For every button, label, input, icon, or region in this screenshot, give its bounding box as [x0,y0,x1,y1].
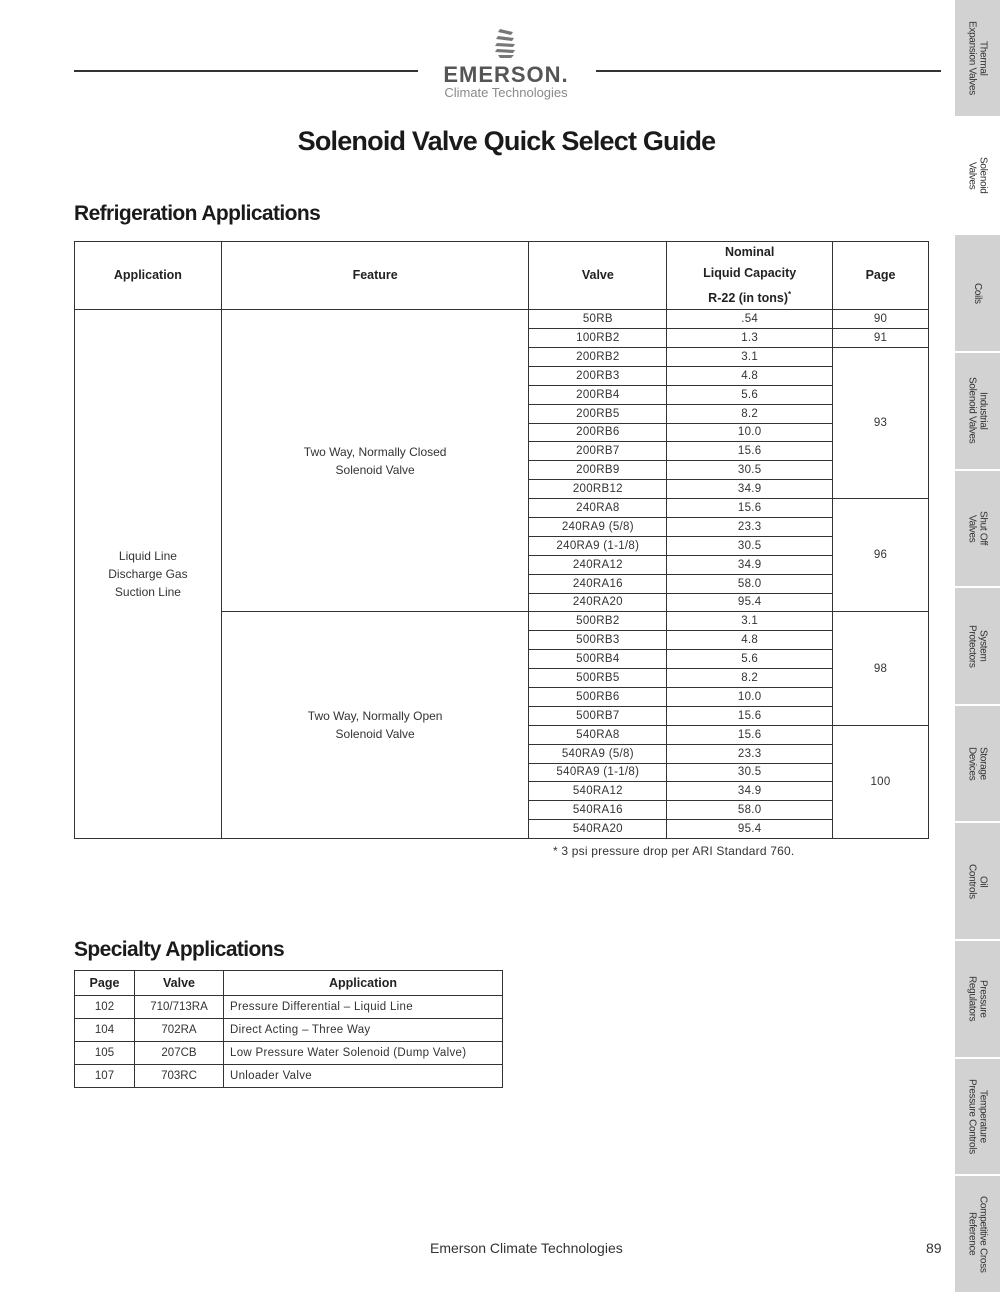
section-tab[interactable] [955,1059,1000,1177]
capacity-cell: 23.3 [667,744,833,763]
page-number: 89 [926,1240,942,1256]
valve-cell: 240RA9 (5/8) [529,517,667,536]
footnote: * 3 psi pressure drop per ARI Standard 760. [553,844,795,858]
footer-company: Emerson Climate Technologies [430,1240,623,1256]
valve-cell: 200RB3 [529,366,667,385]
capacity-cell: 34.9 [667,782,833,801]
capacity-cell: 10.0 [667,687,833,706]
cell-line: Two Way, Normally Open [307,709,443,724]
spec-valve-cell: 710/713RA [135,996,224,1019]
valve-cell: 500RB2 [529,612,667,631]
section-tab-label [967,157,989,194]
section-tab-label-line: Expansion Valves [966,20,978,95]
section-tab[interactable] [955,1176,1000,1294]
section-tab-label-line: Protectors [966,624,978,668]
valve-cell: 200RB9 [529,461,667,480]
section-tab-label [967,21,989,95]
specialty-heading: Specialty Applications [74,938,285,961]
valve-cell: 500RB4 [529,650,667,669]
section-tab-label [967,1196,989,1273]
valve-cell: 50RB [529,310,667,329]
capacity-cell: 5.6 [667,650,833,669]
spec-valve-cell: 207CB [135,1042,224,1065]
section-tab-label-line: Storage [977,747,989,781]
valve-cell: 540RA12 [529,782,667,801]
feature-cell [221,612,529,839]
valve-cell: 240RA20 [529,593,667,612]
valve-cell: 200RB12 [529,480,667,499]
col-capacity-line3: R-22 (in tons) [708,291,789,306]
spec-application-cell: Low Pressure Water Solenoid (Dump Valve) [224,1042,503,1065]
capacity-cell: 30.5 [667,763,833,782]
cell-line: Suction Line [114,585,181,600]
spec-page-cell: 105 [75,1042,135,1065]
section-tab[interactable] [955,235,1000,353]
section-tab-label-line: Industrial [977,391,989,430]
spec-page-cell: 102 [75,996,135,1019]
valve-cell: 200RB5 [529,404,667,423]
spec-page-cell: 107 [75,1065,135,1088]
cell-line: Solenoid Valve [335,727,415,742]
section-tab[interactable] [955,353,1000,471]
table-row [75,310,929,329]
spec-application-cell: Unloader Valve [224,1065,503,1088]
section-tab-label [967,511,989,545]
specialty-header-row [75,971,503,996]
section-tab[interactable] [955,118,1000,236]
valve-cell: 540RA20 [529,820,667,839]
refrigeration-body [75,310,929,839]
header-rule-left [74,70,418,72]
capacity-cell: 1.3 [667,329,833,348]
cell-line: Liquid Line [118,549,177,564]
capacity-cell: 15.6 [667,499,833,518]
refrigeration-header-row [75,242,929,310]
cell-line: Two Way, Normally Closed [303,444,447,459]
section-tab-label-line: Valves [966,514,978,543]
page-cell: 100 [833,725,929,838]
capacity-cell: 15.6 [667,725,833,744]
col-page: Page [833,242,929,310]
capacity-cell: 4.8 [667,366,833,385]
section-tab[interactable] [955,941,1000,1059]
spec-valve-cell: 702RA [135,1019,224,1042]
valve-cell: 500RB6 [529,687,667,706]
valve-cell: 500RB3 [529,631,667,650]
refrigeration-heading: Refrigeration Applications [74,202,321,225]
section-tab-label-line: Solenoid [977,157,989,194]
section-tab[interactable] [955,471,1000,589]
valve-cell: 240RA16 [529,574,667,593]
section-tab-label-line: Devices [966,746,978,781]
section-tab-label-line: Competitive Cross [977,1195,989,1273]
section-tabs [955,0,1000,1294]
page-cell: 98 [833,612,929,725]
col-capacity-line1: Nominal [725,245,775,259]
valve-cell: 100RB2 [529,329,667,348]
section-tab-label-line: Shut Off [977,511,989,546]
section-tab[interactable] [955,706,1000,824]
valve-cell: 500RB5 [529,669,667,688]
capacity-cell: 10.0 [667,423,833,442]
valve-cell: 540RA16 [529,801,667,820]
emerson-emblem-icon [494,28,518,62]
capacity-cell: 3.1 [667,612,833,631]
valve-cell: 240RA8 [529,499,667,518]
section-tab-label-line: Thermal [977,40,989,76]
cell-line: Solenoid Valve [335,462,415,477]
valve-cell: 200RB4 [529,385,667,404]
page-cell: 90 [833,310,929,329]
col-capacity-line2: Liquid Capacity [703,266,797,280]
section-tab[interactable] [955,823,1000,941]
section-tab-label [967,976,989,1021]
valve-cell: 240RA12 [529,555,667,574]
table-row [75,1065,503,1088]
capacity-cell: 23.3 [667,517,833,536]
col-feature: Feature [221,242,529,310]
section-tab-label-line: Pressure [977,980,989,1018]
section-tab-label-line: System [977,630,989,662]
col-application: Application [75,242,222,310]
capacity-cell: .54 [667,310,833,329]
table-row [75,996,503,1019]
brand-name: EMERSON. [443,62,569,87]
section-tab[interactable] [955,0,1000,118]
section-tab-label [967,1079,989,1154]
page-cell: 91 [833,329,929,348]
spec-col-valve: Valve [135,971,224,996]
valve-cell: 540RA8 [529,725,667,744]
section-tab-label [967,747,989,780]
section-tab-label-line: Temperature [977,1090,989,1143]
valve-cell: 500RB7 [529,706,667,725]
capacity-cell: 95.4 [667,820,833,839]
section-tab-label-line: Regulators [966,976,978,1022]
spec-application-cell: Direct Acting – Three Way [224,1019,503,1042]
table-row [75,1019,503,1042]
section-tab-label-line: Oil [977,875,989,887]
valve-cell: 540RA9 (5/8) [529,744,667,763]
emerson-logo [420,28,592,108]
capacity-cell: 30.5 [667,536,833,555]
cell-line: Discharge Gas [108,567,188,582]
capacity-cell: 34.9 [667,480,833,499]
section-tab-label [967,625,989,668]
valve-cell: 200RB7 [529,442,667,461]
header-rule-right [596,70,941,72]
specialty-body [75,996,503,1088]
spec-application-cell: Pressure Differential – Liquid Line [224,996,503,1019]
col-capacity-footnote-mark: * [788,290,792,299]
section-tab-label-line: Pressure Controls [966,1079,978,1154]
capacity-cell: 8.2 [667,669,833,688]
capacity-cell: 15.6 [667,706,833,725]
spec-col-application: Application [224,971,503,996]
valve-cell: 200RB6 [529,423,667,442]
application-cell [75,310,222,839]
section-tab-label-line: Controls [966,863,978,899]
capacity-cell: 34.9 [667,555,833,574]
section-tab-label [967,377,989,443]
capacity-cell: 30.5 [667,461,833,480]
table-row [75,1042,503,1065]
capacity-cell: 8.2 [667,404,833,423]
section-tab-label [972,283,983,304]
valve-cell: 200RB2 [529,347,667,366]
brand-subtitle: Climate Technologies [444,85,568,100]
specialty-table [74,970,503,1088]
refrigeration-table [74,241,929,839]
section-tab-label-line: Valves [966,161,978,190]
spec-col-page: Page [75,971,135,996]
page-cell: 93 [833,347,929,498]
capacity-cell: 4.8 [667,631,833,650]
section-tab-label [967,864,989,899]
col-valve: Valve [529,242,667,310]
section-tab-label-line: Reference [966,1212,978,1256]
page-title: Solenoid Valve Quick Select Guide [297,126,716,156]
capacity-cell: 95.4 [667,593,833,612]
page-cell: 96 [833,499,929,612]
section-tab[interactable] [955,588,1000,706]
capacity-cell: 15.6 [667,442,833,461]
valve-cell: 240RA9 (1-1/8) [529,536,667,555]
feature-cell [221,310,529,612]
capacity-cell: 5.6 [667,385,833,404]
capacity-cell: 58.0 [667,574,833,593]
col-capacity [667,242,833,310]
spec-page-cell: 104 [75,1019,135,1042]
capacity-cell: 58.0 [667,801,833,820]
spec-valve-cell: 703RC [135,1065,224,1088]
section-tab-label-line: Solenoid Valves [966,377,978,444]
capacity-cell: 3.1 [667,347,833,366]
valve-cell: 540RA9 (1-1/8) [529,763,667,782]
section-tab-label-line: Coils [972,282,983,304]
